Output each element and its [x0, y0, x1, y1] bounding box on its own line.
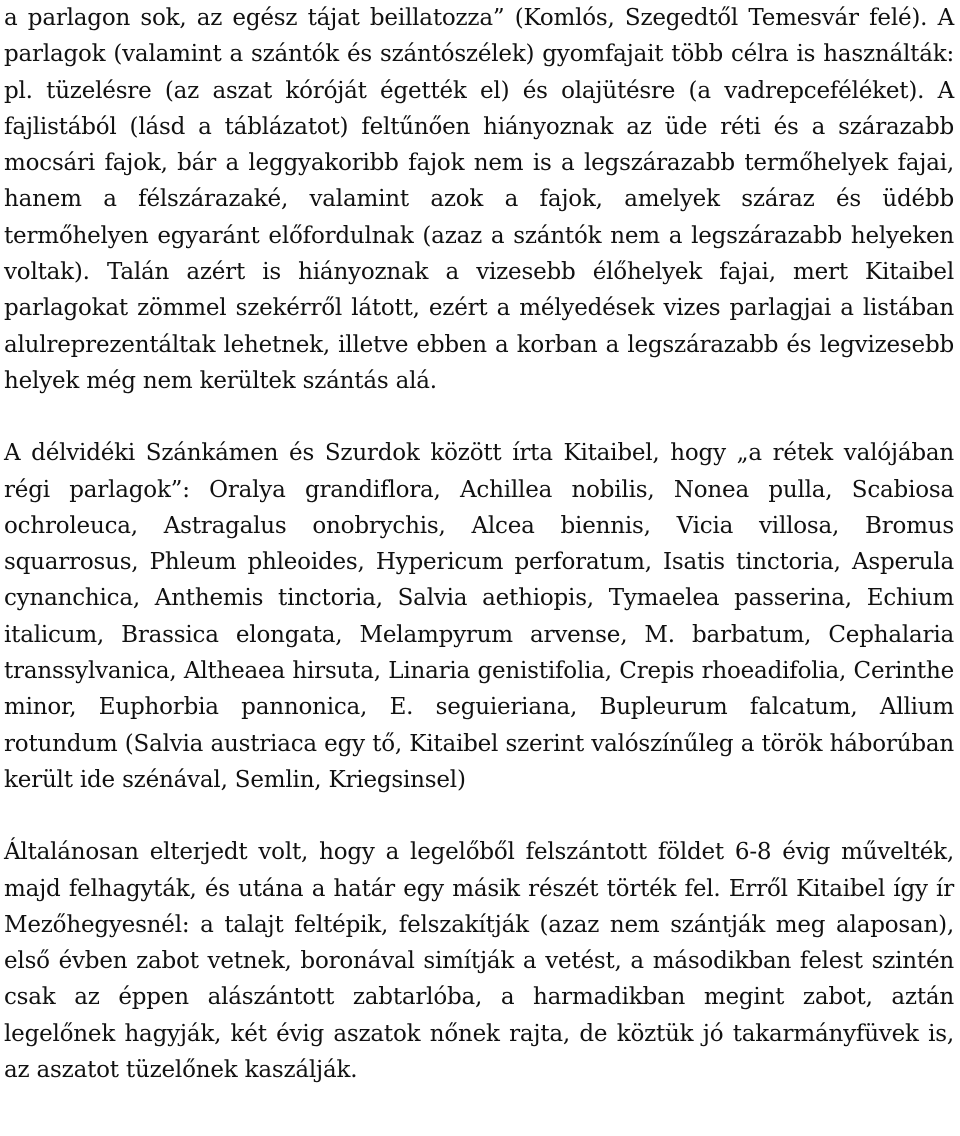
- paragraph-gap: [4, 798, 954, 834]
- paragraph-delvideki: A délvidéki Szánkámen és Szurdok között írta Kitaibel, hogy „a rétek valójában régi parlagok”: Oralya grandiflora, Achillea nobilis, Nonea pulla, Scabiosa ochroleuca, Astragalus onobrychis, Alcea biennis, Vicia villosa, Bromus squarrosus, Phleum phleoides, Hypericum perforatum, Isatis tinctoria, Asperula cynanchica, Anthemis tinctoria, Salvia aethiopis, Tymaelea passerina, Echium italicum, Brassica elongata, Melampyrum arvense, M. barbatum, Cephalaria transsylvanica, Altheaea hirsuta, Linaria genistifolia, Crepis rhoeadifolia, Cerinthe minor, Euphorbia pannonica, E. seguieriana, Bupleurum falcatum, Allium rotundum (Salvia austriaca egy tő, Kitaibel szerint valószínűleg a török háborúban került ide szénával, Semlin, Kriegsinsel): [4, 440, 954, 793]
- document-page: [4, 0, 954, 1088]
- paragraph-parlagok: a parlagon sok, az egész tájat beillatozza” (Komlós, Szegedtől Temesvár felé). A parlagok (valamint a szántók és szántószélek) gyomfajait több célra is használták: pl. tüzelésre (az aszat kóróját égették el) és olajütésre (a vadrepceféléket). A fajlistából (lásd a táblázatot) feltűnően hiányoznak az üde réti és a szárazabb mocsári fajok, bár a leggyakoribb fajok nem is a legszárazabb termőhelyek fajai, hanem a félszárazaké, valamint azok a fajok, amelyek száraz és üdébb termőhelyen egyaránt előfordulnak (azaz a szántók nem a legszárazabb helyeken voltak). Talán azért is hiányoznak a vizesebb élőhelyek fajai, mert Kitaibel parlagokat zömmel szekérről látott, ezért a mélyedések vizes parlagjai a listában alulreprezentáltak lehetnek, illetve ebben a korban a legszárazabb és legvizesebb helyek még nem kerültek szántás alá.: [4, 5, 954, 394]
- paragraph-altalanosan: Általánosan elterjedt volt, hogy a legelőből felszántott földet 6-8 évig művelték, majd felhagyták, és utána a határ egy másik részét törték fel. Erről Kitaibel így ír Mezőhegyesnél: a talajt feltépik, felszakítják (azaz nem szántják meg alaposan), első évben zabot vetnek, boronával simítják a vetést, a másodikban felest szintén csak az éppen alászántott zabtarlóba, a harmadikban megint zabot, aztán legelőnek hagyják, két évig aszatok nőnek rajta, de köztük jó takarmányfüvek is, az aszatot tüzelőnek kaszálják.: [4, 839, 954, 1084]
- paragraph-gap: [4, 399, 954, 435]
